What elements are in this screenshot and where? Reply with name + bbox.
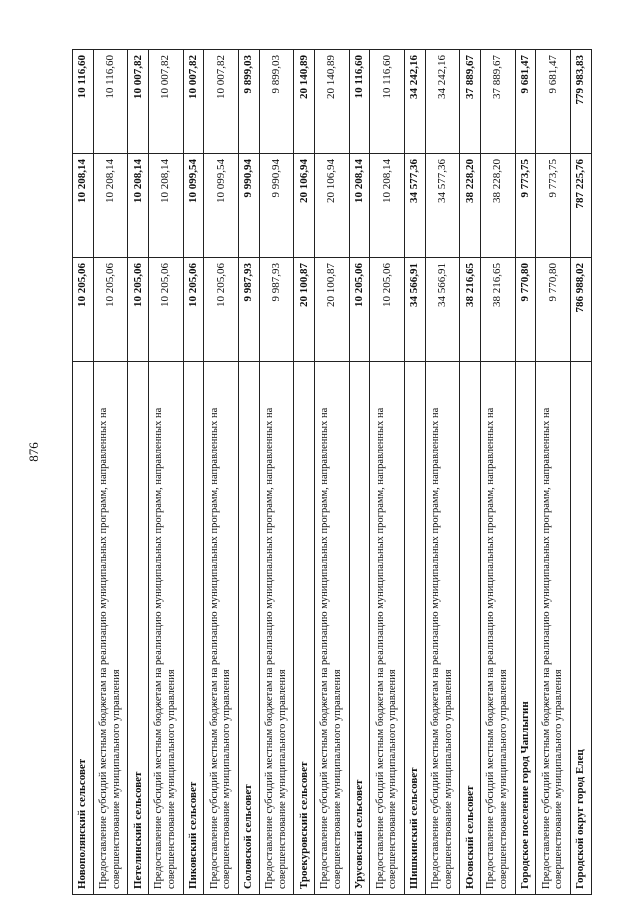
table-row-subsidy (481, 50, 516, 895)
value-cell-2: 10 208,14 (73, 154, 94, 258)
value-cell-1: 10 205,06 (93, 258, 128, 362)
value-cell-3: 10 116,60 (349, 50, 370, 154)
budget-table (72, 49, 592, 895)
name-cell: Петелинский сельсовет (128, 362, 149, 895)
value-cell-3: 34 242,16 (404, 50, 425, 154)
table-row-settlement (238, 50, 259, 895)
name-cell: Предоставление субсидий местным бюджетам на реализацию муниципальных программ, направленных на совершенствование муниципального управления (315, 362, 350, 895)
page-number: 876 (26, 442, 41, 462)
value-cell-3: 10 007,82 (149, 50, 184, 154)
table-row-subsidy (315, 50, 350, 895)
value-cell-1: 10 205,06 (183, 258, 204, 362)
name-cell: Соловской сельсовет (238, 362, 259, 895)
name-cell: Предоставление субсидий местным бюджетам на реализацию муниципальных программ, направленных на совершенствование муниципального управления (425, 362, 460, 895)
value-cell-2: 10 099,54 (204, 154, 239, 258)
name-cell: Предоставление субсидий местным бюджетам на реализацию муниципальных программ, направленных на совершенствование муниципального управления (481, 362, 516, 895)
table-row-settlement (294, 50, 315, 895)
value-cell-1: 34 566,91 (404, 258, 425, 362)
value-cell-2: 34 577,36 (404, 154, 425, 258)
name-cell: Шишкинский сельсовет (404, 362, 425, 895)
value-cell-3: 10 116,60 (73, 50, 94, 154)
name-cell: Городское поселение город Чаплыгин (515, 362, 536, 895)
table-row-settlement (404, 50, 425, 895)
value-cell-1: 20 100,87 (315, 258, 350, 362)
table-row-subsidy (425, 50, 460, 895)
name-cell: Предоставление субсидий местным бюджетам на реализацию муниципальных программ, направленных на совершенствование муниципального управления (93, 362, 128, 895)
name-cell: Предоставление субсидий местным бюджетам на реализацию муниципальных программ, направленных на совершенствование муниципального управления (536, 362, 571, 895)
budget-table-body (73, 50, 592, 895)
table-row-settlement (460, 50, 481, 895)
value-cell-3: 37 889,67 (481, 50, 516, 154)
name-cell: Троекуровский сельсовет (294, 362, 315, 895)
value-cell-1: 38 216,65 (481, 258, 516, 362)
value-cell-2: 10 208,14 (349, 154, 370, 258)
name-cell: Пиковский сельсовет (183, 362, 204, 895)
value-cell-2: 9 990,94 (238, 154, 259, 258)
value-cell-1: 10 205,06 (204, 258, 239, 362)
name-cell: Предоставление субсидий местным бюджетам на реализацию муниципальных программ, направленных на совершенствование муниципального управления (370, 362, 405, 895)
name-cell: Новополянский сельсовет (73, 362, 94, 895)
value-cell-3: 34 242,16 (425, 50, 460, 154)
value-cell-2: 38 228,20 (460, 154, 481, 258)
table-row-subsidy (370, 50, 405, 895)
value-cell-1: 9 987,93 (259, 258, 294, 362)
value-cell-3: 9 899,03 (238, 50, 259, 154)
value-cell-2: 38 228,20 (481, 154, 516, 258)
value-cell-3: 10 007,82 (204, 50, 239, 154)
value-cell-2: 787 225,76 (570, 154, 591, 258)
table-row-subsidy (259, 50, 294, 895)
name-cell: Урусовский сельсовет (349, 362, 370, 895)
table-row-subsidy (204, 50, 239, 895)
name-cell: Предоставление субсидий местным бюджетам на реализацию муниципальных программ, направленных на совершенствование муниципального управления (259, 362, 294, 895)
value-cell-2: 10 208,14 (370, 154, 405, 258)
value-cell-3: 9 681,47 (536, 50, 571, 154)
value-cell-1: 10 205,06 (349, 258, 370, 362)
value-cell-3: 20 140,89 (294, 50, 315, 154)
table-row-settlement (349, 50, 370, 895)
value-cell-1: 34 566,91 (425, 258, 460, 362)
name-cell: Юсовский сельсовет (460, 362, 481, 895)
table-row-subsidy (93, 50, 128, 895)
value-cell-2: 9 773,75 (515, 154, 536, 258)
table-row-settlement (515, 50, 536, 895)
value-cell-2: 10 099,54 (183, 154, 204, 258)
value-cell-1: 38 216,65 (460, 258, 481, 362)
table-row-subsidy (536, 50, 571, 895)
value-cell-1: 9 987,93 (238, 258, 259, 362)
value-cell-1: 10 205,06 (128, 258, 149, 362)
value-cell-2: 10 208,14 (93, 154, 128, 258)
value-cell-3: 20 140,89 (315, 50, 350, 154)
value-cell-2: 20 106,94 (294, 154, 315, 258)
value-cell-2: 9 990,94 (259, 154, 294, 258)
table-row-settlement (73, 50, 94, 895)
value-cell-3: 10 007,82 (183, 50, 204, 154)
value-cell-3: 9 681,47 (515, 50, 536, 154)
table-row-subsidy (149, 50, 184, 895)
value-cell-2: 10 208,14 (128, 154, 149, 258)
value-cell-2: 20 106,94 (315, 154, 350, 258)
name-cell: Предоставление субсидий местным бюджетам на реализацию муниципальных программ, направленных на совершенствование муниципального управления (204, 362, 239, 895)
value-cell-3: 779 983,83 (570, 50, 591, 154)
value-cell-2: 10 208,14 (149, 154, 184, 258)
value-cell-2: 34 577,36 (425, 154, 460, 258)
value-cell-1: 20 100,87 (294, 258, 315, 362)
value-cell-3: 10 116,60 (93, 50, 128, 154)
value-cell-1: 786 988,02 (570, 258, 591, 362)
value-cell-1: 10 205,06 (149, 258, 184, 362)
table-row-settlement (183, 50, 204, 895)
value-cell-3: 10 007,82 (128, 50, 149, 154)
value-cell-2: 9 773,75 (536, 154, 571, 258)
value-cell-1: 10 205,06 (73, 258, 94, 362)
value-cell-1: 9 770,80 (515, 258, 536, 362)
name-cell: Городской округ город Елец (570, 362, 591, 895)
table-row-settlement (128, 50, 149, 895)
value-cell-3: 37 889,67 (460, 50, 481, 154)
value-cell-3: 10 116,60 (370, 50, 405, 154)
rotated-table-container (72, 50, 592, 895)
value-cell-1: 10 205,06 (370, 258, 405, 362)
name-cell: Предоставление субсидий местным бюджетам на реализацию муниципальных программ, направленных на совершенствование муниципального управления (149, 362, 184, 895)
value-cell-1: 9 770,80 (536, 258, 571, 362)
value-cell-3: 9 899,03 (259, 50, 294, 154)
table-row-settlement (570, 50, 591, 895)
